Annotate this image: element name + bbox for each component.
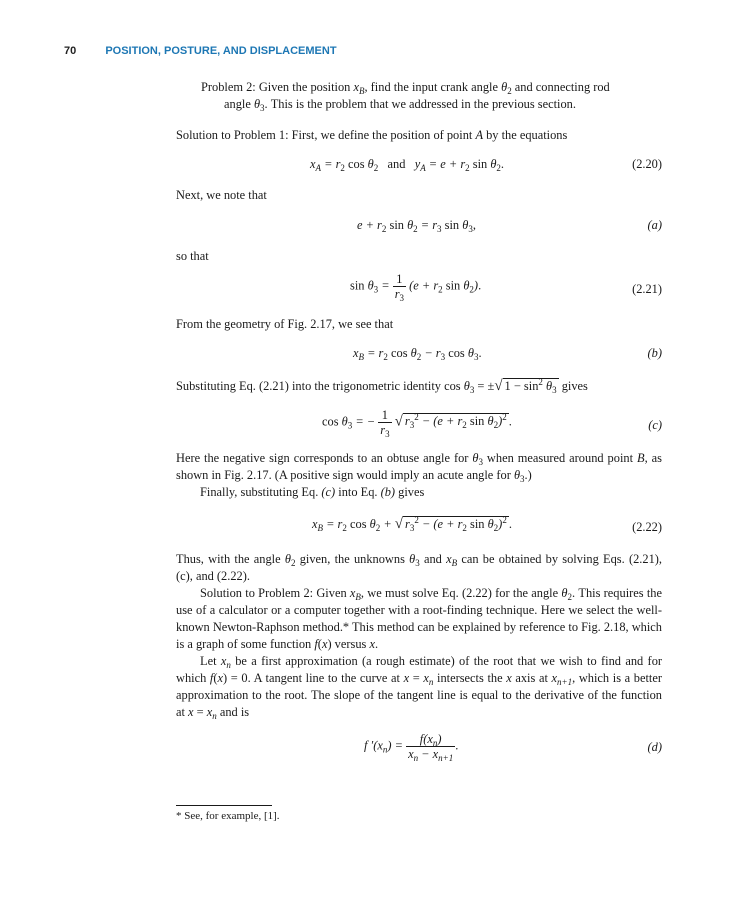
equation-c: $\cos \theta_3$ = − $\frac{1}{r_3}$ √ $r_3^2 - (e + r_2$ $\sin \theta_2)^2$ . (c) [322,408,662,439]
chapter-title: POSITION, POSTURE, AND DISPLACEMENT [105,45,337,57]
equation-a: $e + r_2$ $\sin \theta_2 = r_3$ $\sin \theta_3$, (a) [357,218,662,234]
equation-2-20: $x_A = r_2$ $\cos \theta_2$ and $y_A = e + r_2$ $\sin \theta_2$. (2.20) [310,157,662,173]
equation-number: (2.20) [632,157,662,171]
equation-d: f $'(x_n)$ = $\frac{f(x_n)}{x_n - x_{n+1}}$ . (d) [364,732,662,763]
equation-2-22: $x_B = r_2$ $\cos \theta_2$ + √ $r_3^2 - (e + r_2$ $\sin \theta_2)^2$ . (2.22) [312,515,662,534]
paragraph-so-that: so that [176,249,209,263]
equation-label: (b) [647,346,662,360]
paragraph-geometry: From the geometry of Fig. 2.17, we see that [176,317,394,331]
running-header [64,45,337,57]
solution-1-intro: Solution to Problem 1: First, we define the position of point A by the equations [176,128,568,142]
paragraph-finally: Finally, substituting Eq. (c) into Eq. (b) gives [200,485,425,499]
paragraph-substituting: Substituting Eq. (2.21) into the trigonometric identity $\cos \theta_3$ = ±√ $1 - \sin^2 \theta_3$ gives [176,377,588,395]
page-number: 70 [64,45,77,57]
equation-label: (d) [647,740,662,754]
equation-label: (c) [648,418,662,432]
paragraph-let: Let $x_n$ be a first approximation (a rough estimate) of the root that we wish to find and for which f(x) = 0. A tangent line to the curve at $x = x_n$ intersects the x axis at $x_{n+1}$, which is a better approximation to the root. The slope of the tangent line is equal to the derivative of the function at $x = x_n$ and is [176,654,663,721]
paragraph-solution-2: Solution to Problem 2: Given $x_B$, we must solve Eq. (2.22) for the angle $\theta_2$. This requires the use of a calculator or a computer together with a root-finding technique. Here we select the well-known Newton-Raphson method.* This method can be explained by reference to Fig. 2.18, which is a graph of some function f(x) versus x. [176,586,662,651]
paragraph-here: Here the negative sign corresponds to an obtuse angle for $\theta_3$ when measured around point B, as shown in Fig. 2.17. (A positive sign would imply an acute angle for $\theta_3$.) [176,451,662,484]
equation-label: (a) [647,218,662,232]
paragraph-next: Next, we note that [176,188,267,202]
problem-2-statement: Problem 2: Given the position $x_B$, find the input crank angle $\theta_2$ and connecting rod angle $\theta_3$. This is the problem that we addressed in the previous section. [201,80,610,113]
equation-number: (2.21) [632,282,662,296]
equation-b: $x_B = r_2$ $\cos \theta_2 - r_3$ $\cos \theta_3$. (b) [353,346,662,362]
footnote: * See, for example, [1]. [176,810,280,822]
equation-number: (2.22) [632,520,662,534]
footnote-rule [176,805,272,806]
paragraph-thus: Thus, with the angle $\theta_2$ given, the unknowns $\theta_3$ and $x_B$ can be obtained by solving Eqs. (2.21), (c), and (2.22). [176,552,662,583]
equation-2-21: $\sin \theta_3$ = $\frac{1}{r_3}$ ($e + r_2$ $\sin \theta_2$). (2.21) [350,272,662,303]
